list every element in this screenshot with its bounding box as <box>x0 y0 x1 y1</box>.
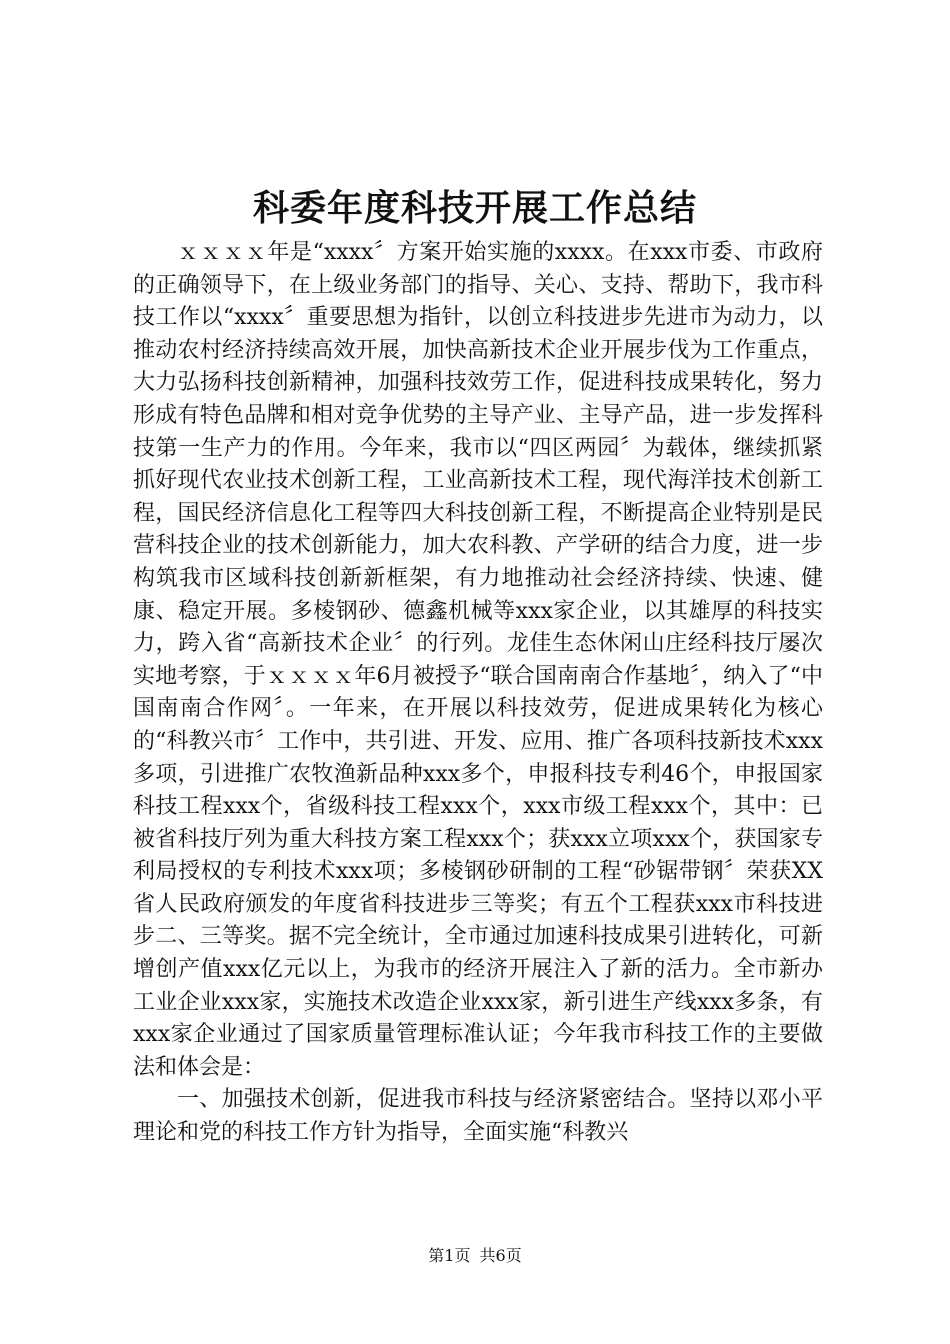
page-footer <box>0 1244 950 1268</box>
document-title: 科委年度科技开展工作总结 <box>252 187 697 229</box>
page-number: 第1页 <box>428 1246 471 1265</box>
body-paragraph: ｘｘｘｘ年是“xxxx〞方案开始实施的xxxx。在xxx市委、市政府的正确领导下，在上级业务部门的指导、关心、支持、帮助下，我市科技工作以“xxxx〞重要思想为指针，以创立科技进步先进市为动力，以推动农村经济持续高效开展，加快高新技术企业开展步伐为工作重点，大力弘扬科技创新精神，加强科技效劳工作，促进科技成果转化，努力形成有特色品牌和相对竞争优势的主导产业、主导产品，进一步发挥科技第一生产力的作用。今年来，我市以“四区两园〞为载体，继续抓紧抓好现代农业技术创新工程，工业高新技术工程，现代海洋技术创新工程，国民经济信息化工程等四大科技创新工程，不断提高企业特别是民营科技企业的技术创新能力，加大农科教、产学研的结合力度，进一步构筑我市区域科技创新新框架，有力地推动社会经济持续、快速、健康、稳定开展。多棱钢砂、德鑫机械等xxx家企业，以其雄厚的科技实力，跨入省“高新技术企业〞的行列。龙佳生态休闲山庄经科技厅屡次实地考察，于ｘｘｘｘ年6月被授予“联合国南南合作基地〞，纳入了“中国南南合作网〞。一年来，在开展以科技效劳，促进成果转化为核心的“科教兴市〞工作中，共引进、开发、应用、推广各项科技新技术xxx多项，引进推广农牧渔新品种xxx多个，申报科技专利46个，申报国家科技工程xxx个，省级科技工程xxx个，xxx市级工程xxx个，其中：已被省科技厅列为重大科技方案工程xxx个；获xxx立项xxx个，获国家专利局授权的专利技术xxx项；多棱钢砂研制的工程“砂锯带钢〞荣获XX省人民政府颁发的年度省科技进步三等奖；有五个工程获xxx市科技进步二、三等奖。据不完全统计，全市通过加速科技成果引进转化，可新增创产值xxx亿元以上，为我市的经济开展注入了新的活力。全市新办工业企业xxx家，实施技术改造企业xxx家，新引进生产线xxx多条，有xxx家企业通过了国家质量管理标准认证；今年我市科技工作的主要做法和体会是： <box>133 240 823 1080</box>
document-body <box>133 237 823 1150</box>
body-paragraph: 一、加强技术创新，促进我市科技与经济紧密结合。坚持以邓小平理论和党的科技工作方针为指导，全面实施“科教兴 <box>133 1087 823 1146</box>
page-total: 共6页 <box>479 1246 522 1265</box>
